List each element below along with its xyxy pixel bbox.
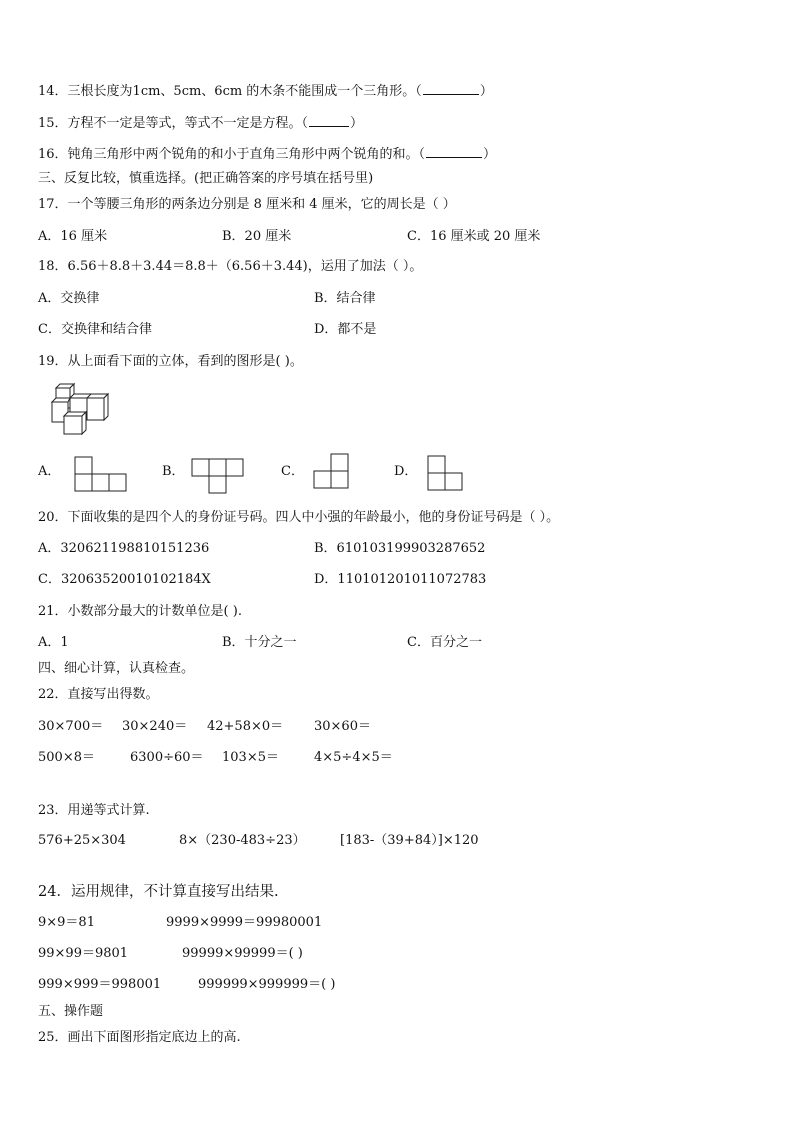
pattern-left: 999×999＝998001: [38, 977, 162, 992]
q21-option-c[interactable]: C．百分之一: [407, 635, 482, 650]
q21-option-b[interactable]: B．十分之一: [222, 635, 297, 650]
calc-item: 42+58×0＝: [207, 719, 284, 734]
q18-option-a[interactable]: A．交换律: [38, 291, 100, 306]
q20-option-a[interactable]: A．320621198810151236: [38, 541, 210, 556]
pattern-answer-1[interactable]: 99999×99999＝( ): [182, 946, 303, 961]
question-23-stem: 23．用递等式计算.: [38, 803, 150, 818]
calc-item: 30×60＝: [314, 719, 371, 734]
question-22-stem: 22．直接写出得数。: [38, 687, 159, 702]
question-18-stem: 18．6.56＋8.8＋3.44＝8.8＋（6.56＋3.44)，运用了加法（ ）。: [38, 259, 423, 274]
stepwise-calc-item: [183-（39+84）]×120: [340, 833, 479, 848]
pattern-left: 9×9＝81: [38, 915, 95, 930]
q19-option-a[interactable]: A．: [38, 464, 61, 479]
calc-item: 6300÷60＝: [130, 750, 204, 765]
q20-option-d[interactable]: D．110101201011072783: [314, 572, 487, 587]
q17-option-b[interactable]: B．20 厘米: [222, 229, 292, 244]
section-4-heading: 四、细心计算，认真检查。: [38, 661, 195, 676]
q18-option-b[interactable]: B．结合律: [314, 291, 376, 306]
q18-option-d[interactable]: D．都不是: [314, 322, 377, 337]
answer-blank-15[interactable]: [309, 114, 349, 127]
q19-option-b-figure: [191, 458, 245, 494]
q21-option-a[interactable]: A．1: [38, 635, 69, 650]
question-15: 15．方程不一定是等式，等式不一定是方程。（ ）: [38, 116, 364, 131]
section-3-heading: 三、反复比较，慎重选择。(把正确答案的序号填在括号里): [38, 171, 374, 186]
q19-option-c[interactable]: C．: [281, 464, 304, 479]
q19-option-b[interactable]: B．: [162, 464, 185, 479]
pattern-left: 99×99＝9801: [38, 946, 129, 961]
section-5-heading: 五、操作题: [38, 1004, 104, 1019]
pattern-answer-2[interactable]: 999999×999999＝( ): [198, 977, 336, 992]
q19-option-c-figure: [313, 453, 349, 489]
q19-option-d-figure: [427, 455, 463, 491]
q17-option-a[interactable]: A．16 厘米: [38, 229, 108, 244]
question-16: 16．钝角三角形中两个锐角的和小于直角三角形中两个锐角的和。（ ）: [38, 147, 497, 162]
question-19-stem: 19．从上面看下面的立体，看到的图形是( )。: [38, 354, 303, 369]
calc-item: 30×240＝: [122, 719, 188, 734]
q20-option-b[interactable]: B．610103199903287652: [314, 541, 486, 556]
q18-option-c[interactable]: C．交换律和结合律: [38, 322, 152, 337]
calc-item: 500×8＝: [38, 750, 95, 765]
calc-item: 4×5÷4×5＝: [314, 750, 393, 765]
q17-option-c[interactable]: C．16 厘米或 20 厘米: [407, 229, 541, 244]
answer-blank-14[interactable]: [423, 82, 479, 95]
q20-option-c[interactable]: C．32063520010102184X: [38, 572, 211, 587]
q19-option-a-figure: [74, 456, 128, 492]
calc-item: 103×5＝: [222, 750, 279, 765]
question-25-stem: 25．画出下面图形指定底边上的高.: [38, 1030, 241, 1045]
stepwise-calc-item: 576+25×304: [38, 833, 126, 848]
question-20-stem: 20．下面收集的是四个人的身份证号码。四人中小强的年龄最小，他的身份证号码是（ ）。: [38, 510, 560, 525]
q19-option-d[interactable]: D．: [394, 464, 418, 479]
cube-stack-figure: [50, 382, 114, 436]
pattern-right: 9999×9999＝99980001: [166, 915, 323, 930]
question-24-stem: 24．运用规律，不计算直接写出结果.: [38, 884, 279, 900]
question-14: 14．三根长度为1cm、5cm、6cm 的木条不能围成一个三角形。（ ）: [38, 84, 493, 99]
question-21-stem: 21．小数部分最大的计数单位是( ).: [38, 604, 242, 619]
question-17-stem: 17．一个等腰三角形的两条边分别是 8 厘米和 4 厘米，它的周长是（ ）: [38, 197, 456, 212]
stepwise-calc-item: 8×（230-483÷23）: [179, 833, 306, 848]
calc-item: 30×700＝: [38, 719, 104, 734]
answer-blank-16[interactable]: [426, 145, 482, 158]
